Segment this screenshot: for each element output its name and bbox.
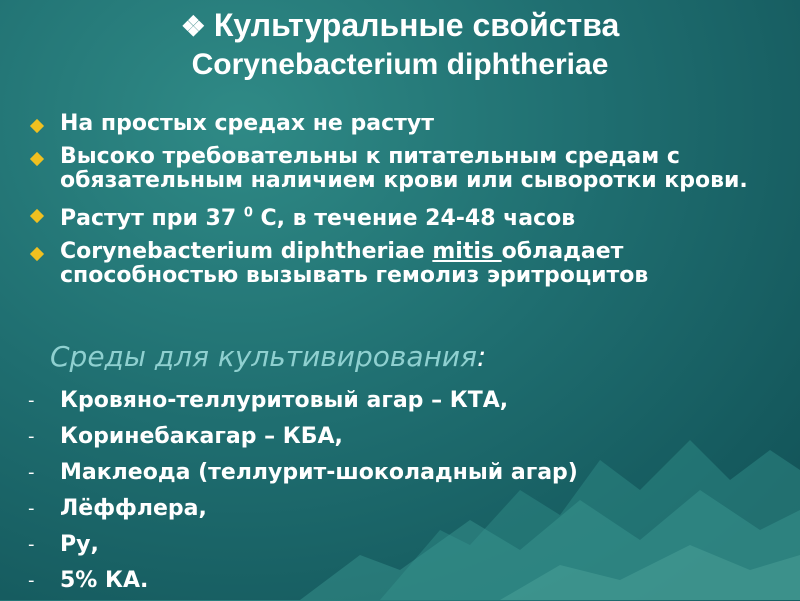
media-list [28,385,788,601]
list-item-text: Лёффлера, [60,496,207,521]
degree-superscript: 0 [243,206,253,221]
diamond-bullet-icon [30,247,44,261]
bullet-text [60,239,648,288]
diamond-bullet-icon [30,152,44,166]
dash-marker: - [28,390,35,411]
list-item [28,565,788,601]
bullet-list [28,112,788,297]
bullet-text [60,206,575,231]
subheading-text: Среды для культивирования [50,340,477,373]
diamond-bullet-icon [30,209,44,223]
diamond-bullet-icon: ❖ [180,11,206,42]
list-item [28,457,788,493]
list-item-text: Кровяно-теллуритовый агар – КТА, [60,388,509,413]
slide-title [0,6,800,84]
bullet-item [28,202,788,231]
title-line-1 [0,6,800,46]
bullet-text-part: Растут при 37 [60,206,244,232]
diamond-bullet-icon [30,119,44,133]
list-item [28,529,788,565]
dash-marker: - [28,498,35,519]
list-item-text: 5% КА. [60,568,149,593]
bullet-text-part: С, в течение 24-48 часов [252,206,576,232]
list-item-text: Ру, [60,532,99,557]
bullet-item [28,145,788,193]
bullet-text: На простых средах не растут [60,111,434,136]
dash-marker: - [28,534,35,555]
title-line-2: Corynebacterium diphtheriae [191,48,609,81]
bullet-text-part: обладает способностью вызывать гемолиз эритроцитов [60,239,649,289]
bullet-text: Высоко требовательны к питательным средам с обязательным наличием крови или сыворотки крови. [60,144,748,193]
dash-marker: - [28,462,35,483]
bullet-item [28,240,788,288]
section-subheading [50,340,486,373]
dash-marker: - [28,570,35,591]
bullet-item [28,112,788,136]
dash-marker: - [28,426,35,447]
list-item [28,421,788,457]
title-text: Культуральные свойства [213,7,620,43]
subheading-colon: : [476,340,487,373]
list-item [28,493,788,529]
list-item-text: Маклеода (теллурит-шоколадный агар) [60,460,578,485]
list-item [28,385,788,421]
underlined-term: mitis [432,239,502,265]
list-item-text: Коринебакагар – КБА, [60,424,343,449]
bullet-text-part: Corynebacterium diphtheriae [60,239,433,265]
